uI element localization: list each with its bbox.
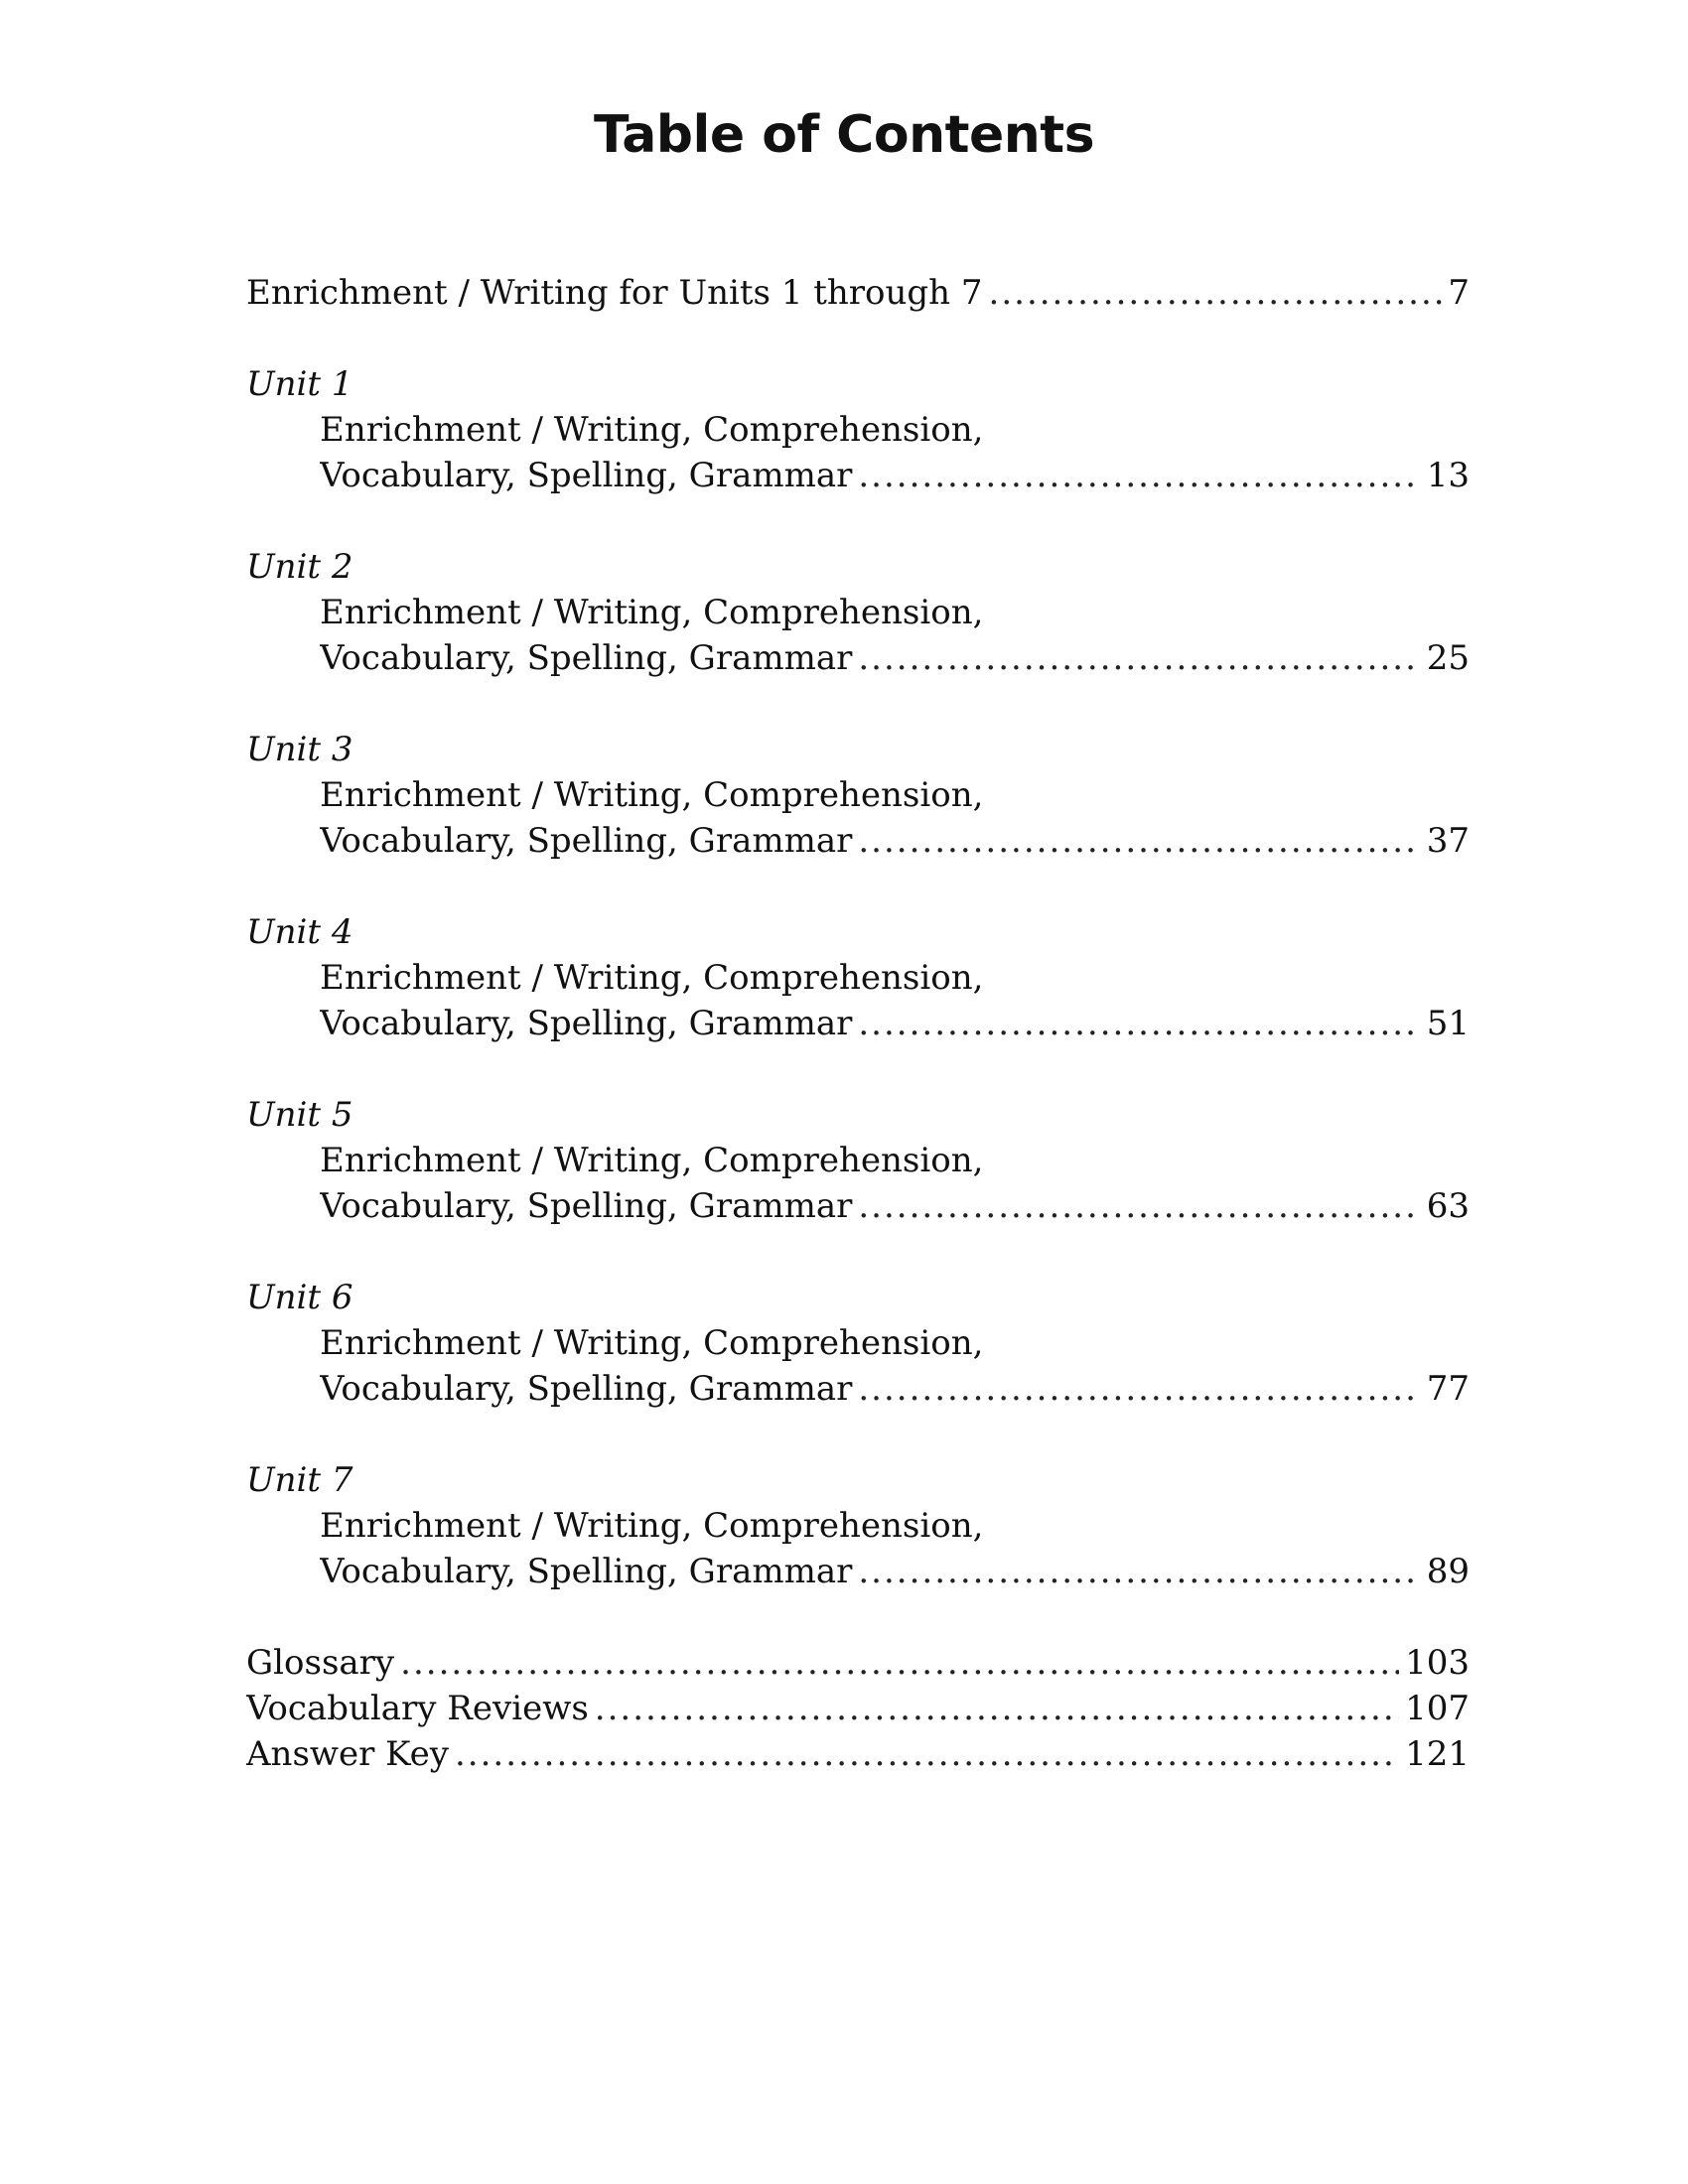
- unit-5-heading: Unit 5: [246, 1095, 353, 1135]
- toc-page-number: 121: [1405, 1734, 1470, 1774]
- toc-entry-unit-3[interactable]: [320, 818, 1470, 864]
- unit-3-topics-line: Enrichment / Writing, Comprehension,: [320, 775, 984, 815]
- dot-leader: [858, 635, 1420, 681]
- unit-6-topics-line: Enrichment / Writing, Comprehension,: [320, 1323, 984, 1363]
- unit-4-heading: Unit 4: [246, 912, 353, 952]
- toc-entry-label: Vocabulary, Spelling, Grammar: [320, 638, 853, 678]
- toc-entry-label: Enrichment / Writing for Units 1 through 7: [246, 273, 983, 313]
- dot-leader: [858, 818, 1420, 864]
- unit-7-topics-line: Enrichment / Writing, Comprehension,: [320, 1506, 984, 1546]
- toc-entry-glossary[interactable]: [246, 1640, 1470, 1686]
- toc-entry-unit-4[interactable]: [320, 1001, 1470, 1046]
- unit-1-topics-line: Enrichment / Writing, Comprehension,: [320, 410, 984, 450]
- unit-6-heading: Unit 6: [246, 1278, 353, 1317]
- toc-page-number: 13: [1426, 456, 1470, 495]
- dot-leader: [455, 1731, 1399, 1777]
- toc-page-number: 25: [1426, 638, 1470, 678]
- toc-page-number: 107: [1405, 1689, 1470, 1728]
- page-title: Table of Contents: [593, 105, 1095, 165]
- unit-3-heading: Unit 3: [246, 730, 353, 769]
- dot-leader: [400, 1640, 1399, 1686]
- toc-entry-label: Vocabulary, Spelling, Grammar: [320, 1004, 853, 1043]
- toc-entry-unit-1[interactable]: [320, 453, 1470, 498]
- toc-entry-answer-key[interactable]: [246, 1731, 1470, 1777]
- toc-entry-label: Vocabulary, Spelling, Grammar: [320, 1186, 853, 1226]
- dot-leader: [858, 1001, 1420, 1046]
- dot-leader: [595, 1686, 1399, 1731]
- dot-leader: [858, 453, 1420, 498]
- toc-page-number: 37: [1426, 821, 1470, 861]
- toc-page-number: 51: [1426, 1004, 1470, 1043]
- dot-leader: [858, 1549, 1420, 1594]
- toc-entry-label: Vocabulary, Spelling, Grammar: [320, 1552, 853, 1591]
- toc-entry-unit-5[interactable]: [320, 1183, 1470, 1229]
- unit-2-topics-line: Enrichment / Writing, Comprehension,: [320, 593, 984, 632]
- toc-entry-label: Vocabulary, Spelling, Grammar: [320, 1369, 853, 1409]
- toc-page-number: 103: [1405, 1643, 1470, 1683]
- unit-4-topics-line: Enrichment / Writing, Comprehension,: [320, 958, 984, 998]
- toc-entry-unit-7[interactable]: [320, 1549, 1470, 1594]
- toc-entry-unit-6[interactable]: [320, 1366, 1470, 1412]
- unit-2-heading: Unit 2: [246, 547, 353, 587]
- toc-page-number: 7: [1448, 273, 1470, 313]
- toc-entry-unit-2[interactable]: [320, 635, 1470, 681]
- dot-leader: [858, 1366, 1420, 1412]
- unit-7-heading: Unit 7: [246, 1460, 353, 1500]
- dot-leader: [989, 270, 1443, 316]
- toc-entry-vocabulary-reviews[interactable]: [246, 1686, 1470, 1731]
- toc-page-number: 77: [1426, 1369, 1470, 1409]
- toc-entry-label: Vocabulary Reviews: [246, 1689, 589, 1728]
- toc-entry-label: Answer Key: [246, 1734, 449, 1774]
- unit-5-topics-line: Enrichment / Writing, Comprehension,: [320, 1141, 984, 1180]
- toc-entry-label: Vocabulary, Spelling, Grammar: [320, 821, 853, 861]
- toc-page-number: 89: [1426, 1552, 1470, 1591]
- toc-entry-label: Glossary: [246, 1643, 395, 1683]
- toc-page-number: 63: [1426, 1186, 1470, 1226]
- toc-entry-label: Vocabulary, Spelling, Grammar: [320, 456, 853, 495]
- toc-entry-intro[interactable]: [246, 270, 1470, 316]
- dot-leader: [858, 1183, 1420, 1229]
- unit-1-heading: Unit 1: [246, 364, 353, 404]
